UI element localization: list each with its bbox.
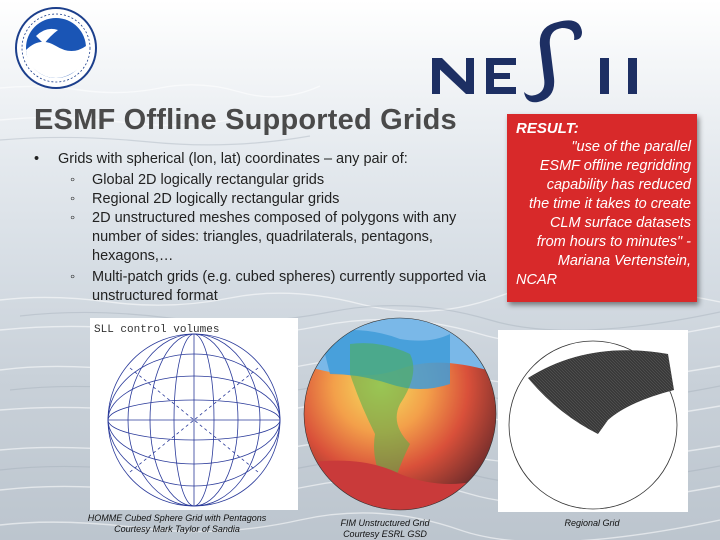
homme-cubed-sphere-image [90, 318, 298, 510]
bullet-dot-icon: • [34, 151, 40, 167]
result-quote [516, 138, 691, 290]
sub-bullet-item [34, 171, 509, 190]
fim-globe-image [300, 314, 500, 514]
slide-title: ESMF Offline Supported Grids [34, 104, 457, 136]
homme-caption-line1: HOMME Cubed Sphere Grid with Pentagons [87, 513, 267, 523]
image-label: SLL control volumes [94, 324, 220, 336]
result-heading: RESULT: [516, 120, 579, 137]
sub-bullet-item [34, 209, 509, 266]
sub-bullet-text: 2D unstructured meshes composed of polygons with any number of sides: triangles, quadrilaterals, pentagons, hexagons,… [92, 210, 457, 264]
sub-bullet-icon: ◦ [70, 172, 76, 188]
fim-caption-line2: Courtesy ESRL GSD [343, 529, 427, 539]
sub-bullet-text: Regional 2D logically rectangular grids [92, 191, 340, 207]
sub-bullet-text: Global 2D logically rectangular grids [92, 172, 325, 188]
noaa-logo [14, 6, 98, 90]
result-callout [507, 114, 697, 302]
nesii-logo [430, 18, 700, 108]
sub-bullet-icon: ◦ [70, 191, 76, 207]
regional-grid-image [498, 330, 688, 512]
nesii-brand-text: NESII [680, 106, 683, 107]
bullet-item [34, 150, 509, 169]
sub-bullet-text: Multi-patch grids (e.g. cubed spheres) currently supported via unstructured format [92, 269, 487, 304]
sub-bullet-item [34, 190, 509, 209]
result-attribution: NCAR [516, 272, 558, 288]
fim-caption [310, 518, 460, 540]
sub-bullet-item [34, 268, 509, 306]
homme-caption-line2: Courtesy Mark Taylor of Sandia [114, 524, 240, 534]
result-quote-text: "use of the parallel ESMF offline regridding capability has reduced the time it takes to create CLM surface datasets from hours to minutes" - Mariana Vertenstein, [529, 139, 691, 269]
bullet-text: Grids with spherical (lon, lat) coordinates – any pair of: [58, 151, 408, 167]
bullet-list [34, 150, 509, 306]
homme-caption [62, 513, 292, 535]
regional-caption-line1: Regional Grid [564, 518, 620, 528]
fim-caption-line1: FIM Unstructured Grid [340, 518, 430, 528]
sub-bullet-icon: ◦ [70, 210, 76, 226]
sub-bullet-icon: ◦ [70, 269, 76, 285]
regional-caption [540, 518, 644, 529]
